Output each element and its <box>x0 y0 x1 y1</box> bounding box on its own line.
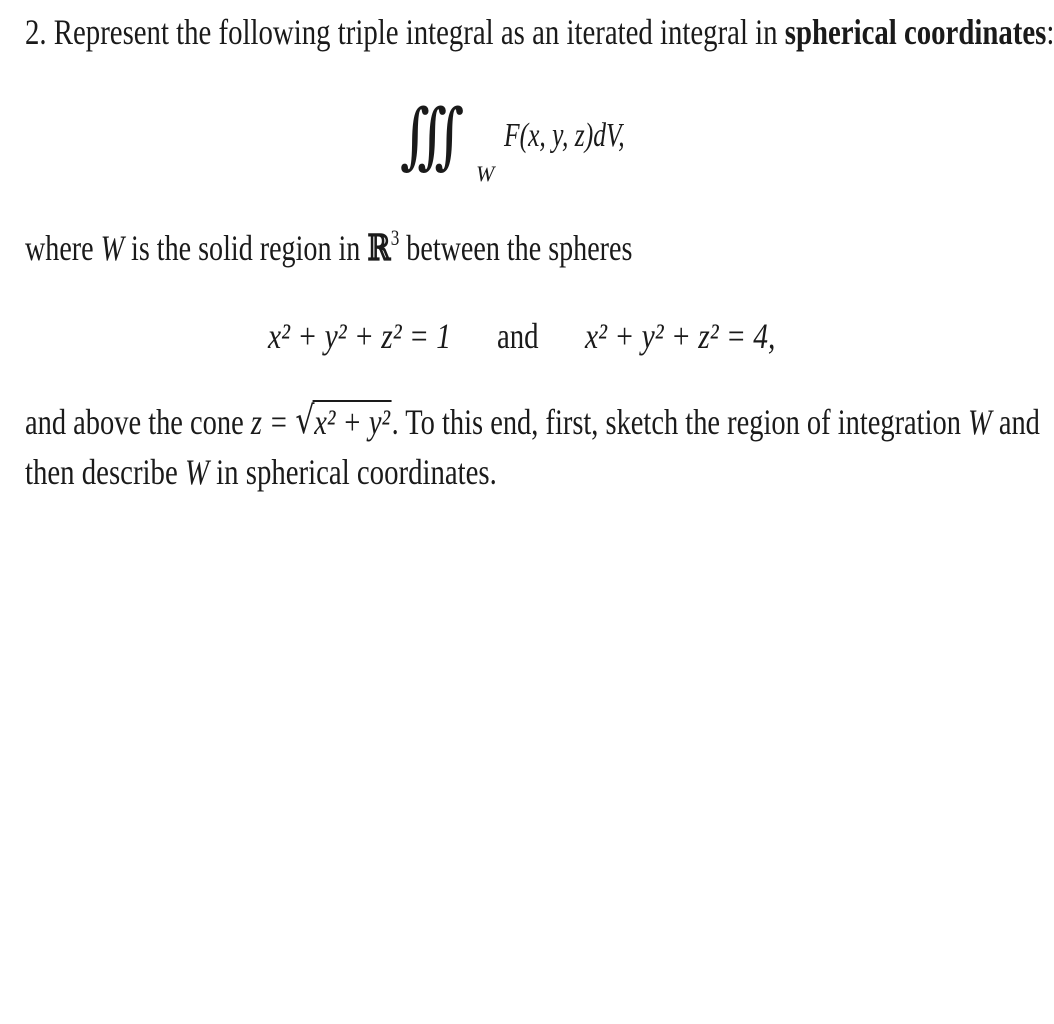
cone-tail: and <box>998 402 1040 442</box>
triple-integral <box>400 93 660 196</box>
where-mid: is the solid region in <box>131 228 361 268</box>
cone-post: . To this end, first, sketch the region of integration <box>391 402 961 442</box>
cone-var: W <box>968 402 992 442</box>
problem-intro: Represent the following triple integral as an iterated integral in <box>53 12 778 52</box>
sphere-equation-outer: x² + y² + z² = 4, <box>585 316 776 356</box>
where-pre: where <box>25 228 94 268</box>
problem-number: 2. <box>25 12 47 52</box>
problem-statement-line <box>25 12 1054 52</box>
radical-sign: √ <box>295 398 315 442</box>
final-pre: then describe <box>25 452 178 492</box>
real-space-symbol: ℝ <box>367 227 391 269</box>
radicand: x² + y² <box>314 402 391 442</box>
integral-region-subscript: W <box>476 161 495 186</box>
sphere-equation-inner: x² + y² + z² = 1 <box>268 316 452 356</box>
where-post: between the spheres <box>406 228 633 268</box>
region-description-line <box>25 225 633 269</box>
problem-intro-bold: spherical coordinates <box>784 12 1047 52</box>
final-post: in spherical coordinates. <box>216 452 497 492</box>
integrand: F(x, y, z)dV, <box>504 117 625 154</box>
real-space-exponent: 3 <box>390 225 400 250</box>
cone-pre: and above the cone <box>25 402 244 442</box>
problem-intro-end: : <box>1046 12 1054 52</box>
integral-signs: ∫∫∫ <box>400 93 452 177</box>
region-var: W <box>100 228 125 268</box>
cone-line <box>25 398 1040 442</box>
final-var: W <box>184 452 209 492</box>
sphere-connector: and <box>497 316 539 356</box>
cone-lhs: z = <box>250 402 289 442</box>
square-root <box>295 398 391 442</box>
final-line <box>25 452 497 492</box>
